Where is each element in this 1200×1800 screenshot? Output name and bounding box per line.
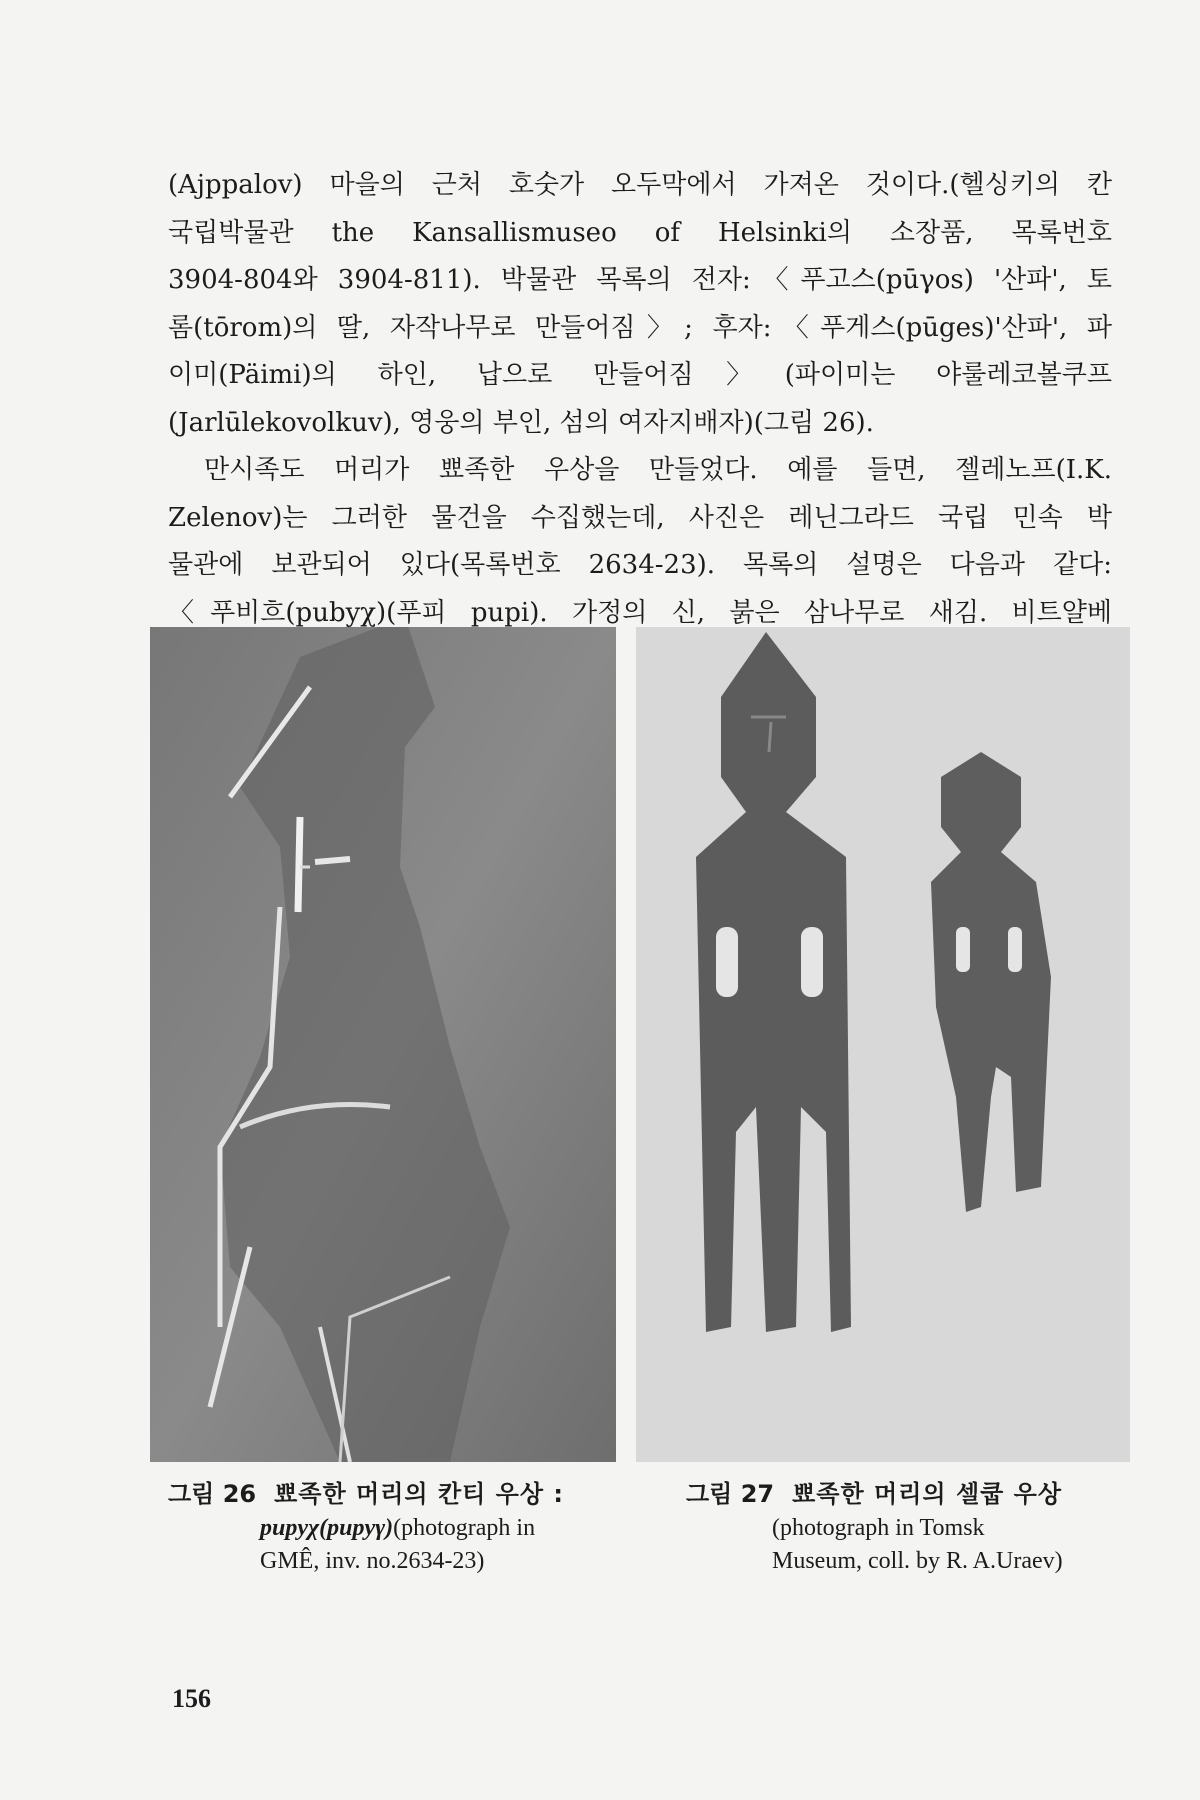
text-line: 이미(Päimi)의 하인, 납으로 만들어짐〉(파이미는 야룰레코볼쿠프	[168, 360, 1112, 390]
text-line: 3904-804와 3904-811). 박물관 목록의 전자:〈푸고스(pūγos) '산파', 토	[168, 265, 1112, 295]
text-line: Zelenov)는 그러한 물건을 수집했는데, 사진은 레닌그라드 국립 민속 박	[168, 502, 1112, 533]
caption-line	[168, 1478, 628, 1512]
text-line: 만시족도 머리가 뾰족한 우상을 만들었다. 예를 들면, 젤레노프(I.K.	[204, 455, 1112, 485]
text-line: (Jarlūlekovolkuv), 영웅의 부인, 섬의 여자지배자)(그림 26).	[168, 407, 874, 438]
body-text	[168, 162, 1112, 637]
caption-line: (photograph in Tomsk	[772, 1515, 985, 1541]
figure-26-caption	[168, 1478, 628, 1578]
figure-italic-name: pupyχ(pupyγ)	[260, 1515, 394, 1541]
text-line: 롬(tōrom)의 딸, 자작나무로 만들어짐〉; 후자:〈푸게스(pūges)'산파', 파	[168, 312, 1112, 343]
text-line: 물관에 보관되어 있다(목록번호 2634-23). 목록의 설명은 다음과 같다:	[168, 550, 1112, 580]
figure-title: 뾰족한 머리의 칸티 우상 :	[274, 1480, 564, 1508]
figure-label: 그림 26	[168, 1480, 257, 1508]
figure-26-photo	[150, 627, 616, 1462]
figure-title: 뾰족한 머리의 셀쿱 우상	[792, 1480, 1063, 1508]
caption-line	[686, 1478, 1126, 1512]
caption-line: Museum, coll. by R. A.Uraev)	[772, 1548, 1063, 1574]
text-line: 〈푸비흐(pubyχ)(푸피 pupi). 가정의 신, 붉은 삼나무로 새김. 비트얄베	[168, 597, 1112, 628]
figure-27-caption	[686, 1478, 1126, 1578]
carved-idol-illustration	[150, 627, 616, 1462]
text-line: (Ajppalov) 마을의 근처 호숫가 오두막에서 가져온 것이다.(헬싱키의 칸	[168, 170, 1112, 200]
caption-line: GMÊ, inv. no.2634-23)	[260, 1548, 485, 1574]
figure-27-photo	[636, 627, 1130, 1462]
caption-text: (photograph in	[393, 1515, 536, 1541]
idol-silhouettes-illustration	[636, 627, 1130, 1462]
text-line: 국립박물관 the Kansallismuseo of Helsinki의 소장품, 목록번호	[168, 217, 1112, 248]
page-number: 156	[172, 1684, 211, 1713]
figure-label: 그림 27	[686, 1480, 775, 1508]
caption-line	[168, 1512, 628, 1545]
